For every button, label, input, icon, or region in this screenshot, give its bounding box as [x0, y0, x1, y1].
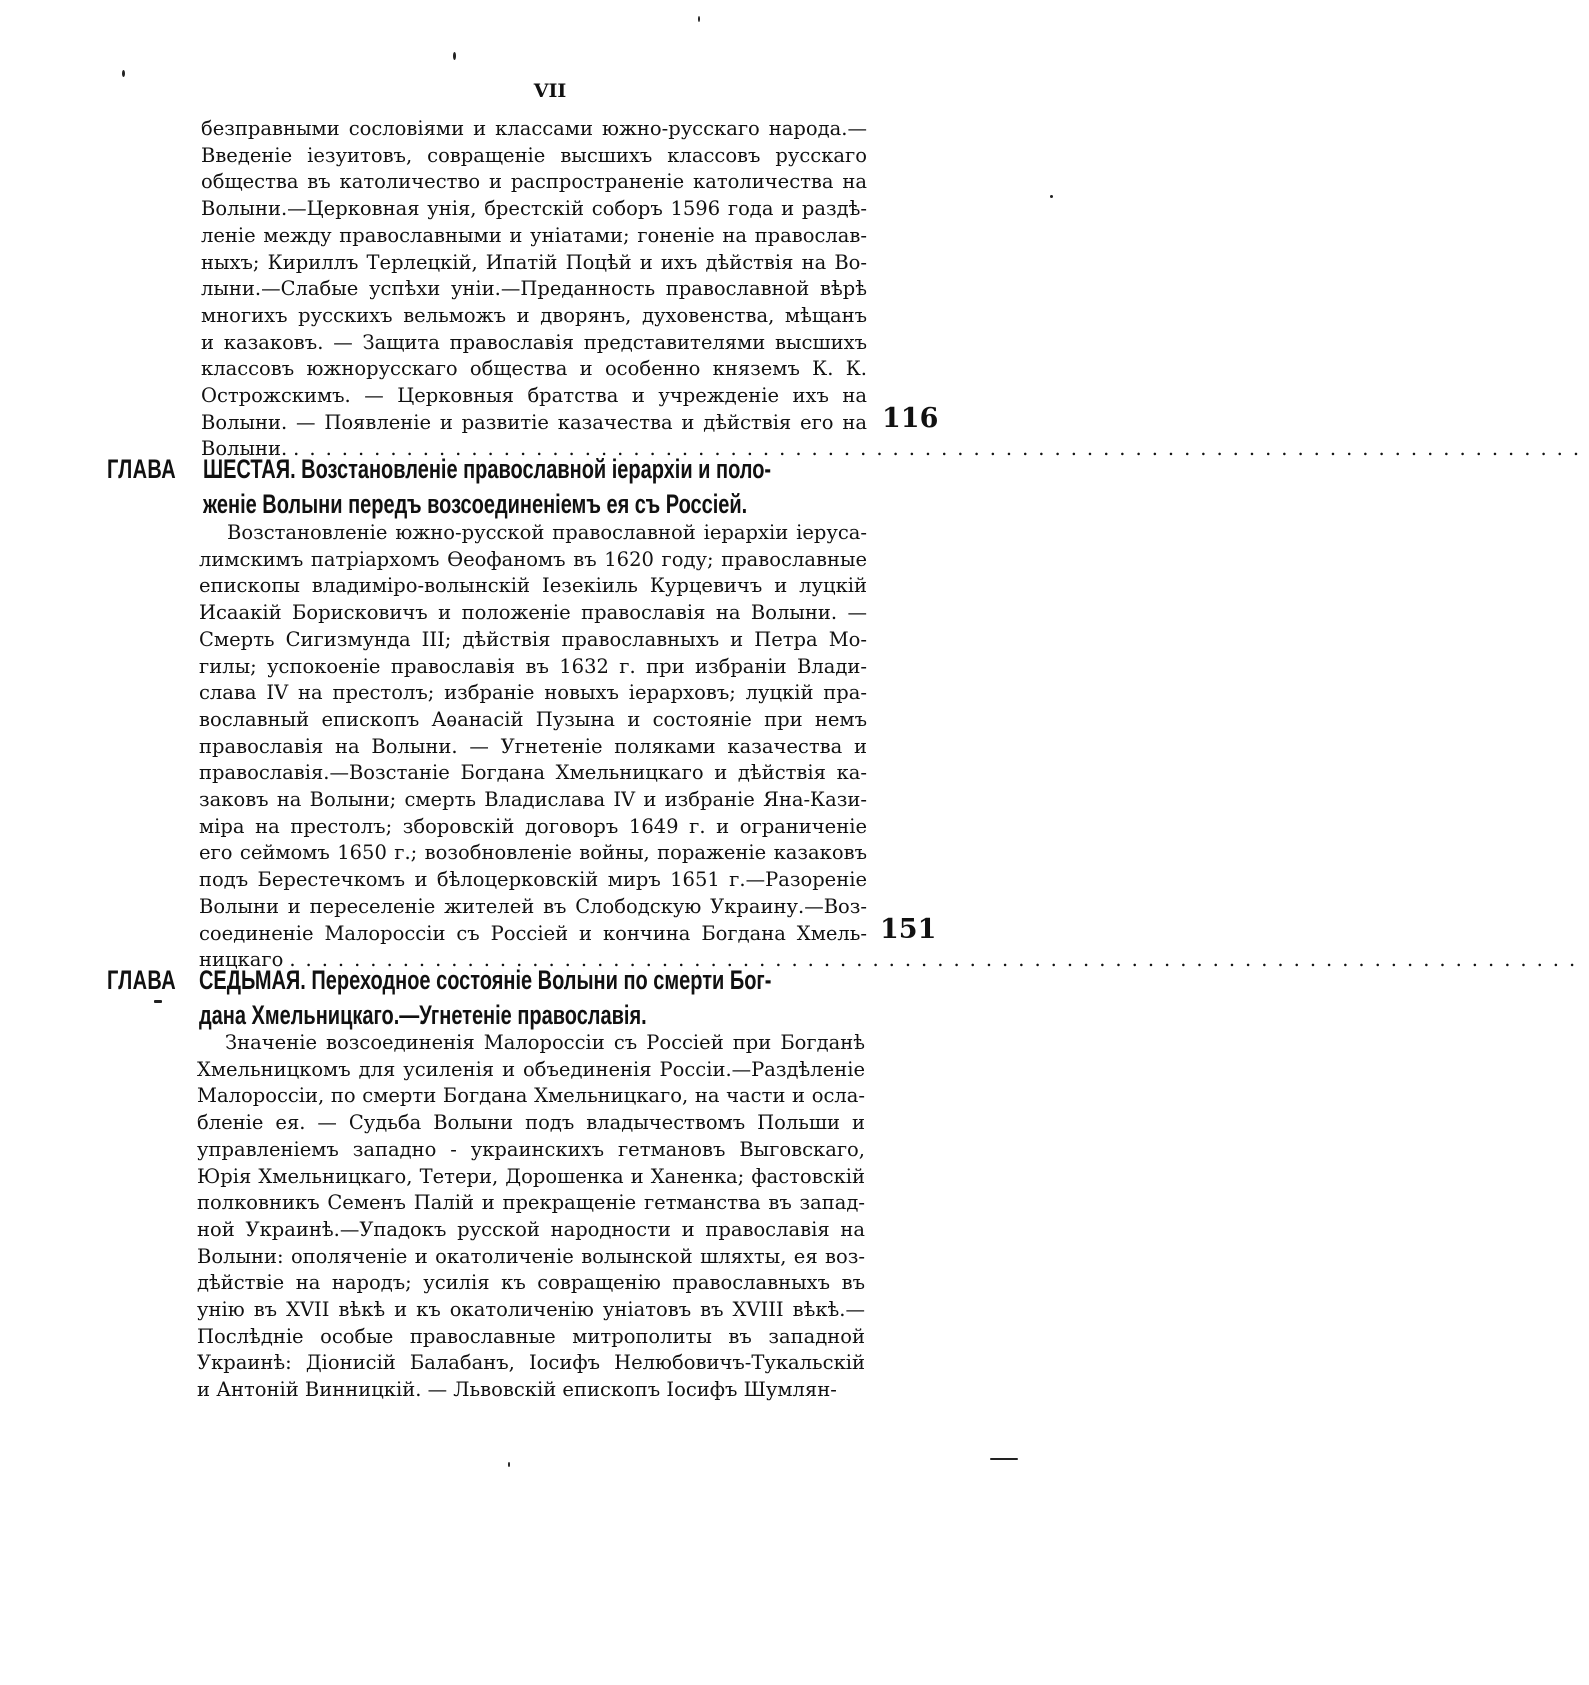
text-line: ныхъ; Кириллъ Терлецкій, Ипатій Поцѣй и ихъ дѣйствія на Во-	[201, 250, 867, 274]
text-line: Послѣдніе особые православные митрополиты въ западной	[197, 1324, 865, 1348]
text-line: Юрія Хмельницкаго, Тетери, Дорошенка и Ханенка; фастовскій	[197, 1164, 865, 1188]
text-line: Смерть Сигизмунда III; дѣйствія православныхъ и Петра Мо-	[199, 627, 867, 651]
text-line: безправными сословіями и классами южно-русскаго народа.—	[201, 117, 867, 140]
text-line: Волыни.—Церковная унія, брестскій соборъ 1596 года и раздѣ-	[201, 197, 867, 221]
text-line: заковъ на Волыни; смерть Владислава IV и избраніе Яна-Кази-	[199, 788, 867, 812]
chapter-6-title-line1: ШЕСТАЯ. Возстановленіе православной іерархіи и поло-	[203, 454, 772, 484]
text-line: и Антоній Винницкій. — Львовскій епископъ Іосифъ Шумлян-	[197, 1378, 837, 1402]
page-ref-116: 116	[882, 403, 939, 434]
chapter-7-title-line1: СЕДЬМАЯ. Переходное состояніе Волыни по смерти Бог-	[199, 965, 772, 995]
text-line: Украинѣ: Діонисій Балабанъ, Іосифъ Нелюбовичъ-Тукальскій	[197, 1351, 865, 1375]
text-line: Волыни и переселеніе жителей въ Слободскую Украину.—Воз-	[199, 894, 867, 918]
text-line: управленіемъ западно - украинскихъ гетмановъ Выговскаго,	[197, 1137, 865, 1161]
dot-leader: ................................................................................	[289, 948, 1586, 972]
scan-speck	[122, 70, 125, 77]
chapter-6-label: ГЛАВА	[107, 454, 176, 484]
text-line: міра на престолъ; зборовскій договоръ 1649 г. и ограниченіе	[199, 814, 867, 838]
text-line: Значеніе возсоединенія Малороссіи съ Россіей при Богданѣ	[225, 1031, 865, 1054]
text-line: ной Украинѣ.—Упадокъ русской народности и православія на	[197, 1217, 865, 1241]
scan-speck	[154, 1000, 162, 1003]
text-line: унію въ XVII вѣкѣ и къ окатоличенію уніатовъ въ XVIII вѣкѣ.—	[197, 1298, 865, 1322]
text-line: бленіе ея. — Судьба Волыни подъ владычествомъ Польши и	[197, 1111, 865, 1135]
text-line: Введеніе іезуитовъ, совращеніе высшихъ классовъ русскаго	[201, 143, 867, 167]
text-line: гилы; успокоеніе православія въ 1632 г. при избраніи Влади-	[199, 654, 867, 678]
text-line: слава IV на престолъ; избраніе новыхъ іерарховъ; луцкій пра-	[199, 681, 867, 705]
chapter-7-label: ГЛАВА	[107, 965, 176, 995]
text-line: Волыни: ополяченіе и окатоличеніе волынской шляхты, ея воз-	[197, 1244, 865, 1268]
scan-speck	[453, 52, 456, 60]
text-line: вославный епископъ Аѳанасій Пузына и состояніе при немъ	[199, 707, 867, 731]
text-line: общества въ католичество и распространеніе католичества на	[201, 170, 867, 194]
text-line: леніе между православными и уніатами; гоненіе на православ-	[201, 223, 867, 247]
text-line: его сеймомъ 1650 г.; возобновленіе войны, пораженіе казаковъ	[199, 841, 867, 865]
page-ref-151: 151	[880, 914, 937, 945]
dot-leader: ................................................................................	[293, 437, 1589, 461]
chapter-6-title-line2: женіе Волыни передъ возсоединеніемъ ея съ Россіей.	[203, 489, 748, 519]
text-line: и казаковъ. — Защита православія представителями высшихъ	[201, 330, 867, 354]
text-line: соединеніе Малороссіи съ Россіей и кончина Богдана Хмель-	[199, 921, 867, 945]
text-line: Острожскимъ. — Церковныя братства и учрежденіе ихъ на	[201, 384, 867, 408]
text-line: лыни.—Слабые успѣхи уніи.—Преданность православной вѣрѣ	[201, 277, 867, 301]
scan-speck	[990, 1458, 1018, 1460]
scan-speck	[1050, 195, 1053, 198]
text-line: классовъ южнорусскаго общества и особенно княземъ К. К.	[201, 357, 867, 381]
page-number: VII	[533, 80, 567, 102]
text-line: лимскимъ патріархомъ Ѳеофаномъ въ 1620 году; православные	[199, 547, 867, 571]
scan-speck	[698, 16, 700, 22]
text-line: Волыни.	[201, 437, 288, 461]
text-line: Исаакій Борисковичъ и положеніе православія на Волыни. —	[199, 601, 867, 625]
scan-speck	[508, 1462, 510, 1467]
chapter-7-summary	[197, 1030, 865, 1404]
text-line: Хмельницкомъ для усиленія и объединенія Россіи.—Раздѣленіе	[197, 1057, 865, 1081]
text-line: ницкаго	[199, 948, 284, 972]
text-line: полковникъ Семенъ Палій и прекращеніе гетманства въ запад-	[197, 1191, 865, 1215]
text-line: дѣйствіе на народъ; усилія къ совращенію православныхъ въ	[197, 1271, 865, 1295]
text-line: многихъ русскихъ вельможъ и дворянъ, духовенства, мѣщанъ	[201, 303, 867, 327]
text-line: Волыни. — Появленіе и развитіе казачества и дѣйствія его на	[201, 410, 867, 434]
text-line: Возстановленіе южно-русской православной іерархіи іеруса-	[227, 521, 867, 544]
text-line: подъ Берестечкомъ и бѣлоцерковскій миръ 1651 г.—Разореніе	[199, 868, 867, 892]
text-line: православія.—Возстаніе Богдана Хмельницкаго и дѣйствія ка-	[199, 761, 867, 785]
text-line: Малороссіи, по смерти Богдана Хмельницкаго, на части и осла-	[197, 1084, 865, 1108]
text-line: православія на Волыни. — Угнетеніе поляками казачества и	[199, 734, 867, 758]
text-line: епископы владиміро-волынскій Іезекіиль Курцевичъ и луцкій	[199, 574, 867, 598]
chapter-7-title-line2: дана Хмельницкаго.—Угнетеніе православія.	[199, 1000, 647, 1030]
